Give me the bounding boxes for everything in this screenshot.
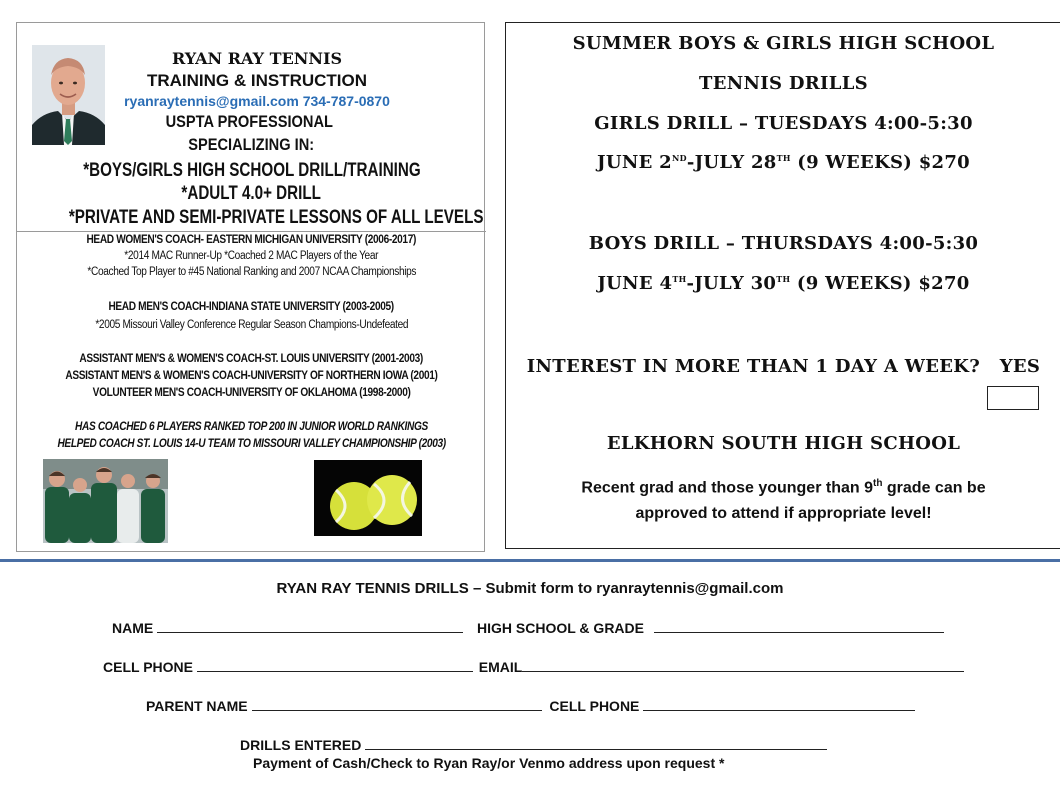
girls-drill-dates: JUNE 2ND-JULY 28TH (9 WEEKS) $270 — [597, 152, 970, 173]
contact-info: ryanraytennis@gmail.com 734-787-0870 — [124, 93, 390, 109]
tennis-balls-image — [314, 460, 422, 536]
drills-subheading: TENNIS DRILLS — [699, 73, 868, 94]
specializing-heading: SPECIALIZING IN: — [188, 135, 314, 154]
parent-cell-label: CELL PHONE — [549, 698, 640, 714]
bio-line: VOLUNTEER MEN'S COACH-UNIVERSITY OF OKLAHOMA (1998-2000) — [92, 387, 411, 399]
bio-line: ASSISTANT MEN'S & WOMEN'S COACH-ST. LOUIS UNIVERSITY (2001-2003) — [79, 353, 424, 365]
drills-row — [240, 736, 827, 753]
spec-item: *ADULT 4.0+ DRILL — [181, 183, 322, 204]
email-label: EMAIL — [478, 659, 523, 675]
school-grade-field[interactable] — [654, 619, 944, 633]
drills-heading: SUMMER BOYS & GIRLS HIGH SCHOOL — [572, 33, 995, 54]
spec-item: *BOYS/GIRLS HIGH SCHOOL DRILL/TRAINING — [82, 160, 421, 181]
bio-line: *Coached Top Player to #45 National Ranking and 2007 NCAA Championships — [87, 266, 416, 278]
section-divider — [17, 231, 486, 232]
name-label: NAME — [112, 620, 154, 636]
boys-drill-schedule: BOYS DRILL – THURSDAYS 4:00-5:30 — [588, 233, 979, 254]
spec-item: *PRIVATE AND SEMI-PRIVATE LESSONS OF ALL LEVELS — [68, 207, 484, 228]
parent-row — [146, 697, 915, 714]
cell-phone-field[interactable] — [197, 658, 473, 672]
school-grade-label: HIGH SCHOOL & GRADE — [477, 620, 644, 636]
drills-info-panel — [505, 22, 1060, 549]
parent-name-field[interactable] — [252, 697, 542, 711]
section-divider-line — [0, 559, 1060, 562]
bio-line: HEAD MEN'S COACH-INDIANA STATE UNIVERSITY (2003-2005) — [108, 301, 395, 313]
name-field[interactable] — [157, 619, 463, 633]
form-header: RYAN RAY TENNIS DRILLS – Submit form to ryanraytennis@gmail.com — [276, 580, 784, 597]
credential: USPTA PROFESSIONAL — [165, 112, 333, 131]
bio-line: *2005 Missouri Valley Conference Regular Season Champions-Undefeated — [95, 319, 408, 331]
coach-portrait-image — [32, 45, 105, 145]
bio-line: HAS COACHED 6 PLAYERS RANKED TOP 200 IN JUNIOR WORLD RANKINGS — [75, 421, 428, 433]
bio-line: HEAD WOMEN'S COACH- EASTERN MICHIGAN UNIVERSITY (2006-2017) — [86, 234, 417, 246]
boys-drill-dates: JUNE 4TH-JULY 30TH (9 WEEKS) $270 — [597, 273, 970, 294]
yes-checkbox[interactable] — [987, 386, 1039, 410]
brand-title: RYAN RAY TENNIS — [171, 49, 343, 68]
bio-line: ASSISTANT MEN'S & WOMEN'S COACH-UNIVERSITY OF NORTHERN IOWA (2001) — [65, 370, 438, 382]
email-field[interactable] — [522, 658, 964, 672]
bio-line: *2014 MAC Runner-Up *Coached 2 MAC Players of the Year — [124, 250, 379, 262]
parent-name-label: PARENT NAME — [146, 698, 248, 714]
team-photo-image — [43, 459, 168, 543]
cell-phone-label: CELL PHONE — [103, 659, 193, 675]
cell-email-row — [103, 658, 964, 675]
interest-question: INTEREST IN MORE THAN 1 DAY A WEEK? YES — [526, 356, 1041, 377]
drills-entered-label: DRILLS ENTERED — [240, 737, 362, 753]
payment-note: Payment of Cash/Check to Ryan Ray/or Venmo address upon request * — [253, 755, 725, 771]
parent-cell-field[interactable] — [643, 697, 915, 711]
drills-entered-field[interactable] — [365, 736, 827, 750]
eligibility-note: Recent grad and those younger than 9th grade can be approved to attend if appropriate level! — [581, 478, 986, 523]
bio-line: HELPED COACH ST. LOUIS 14-U TEAM TO MISSOURI VALLEY CHAMPIONSHIP (2003) — [57, 438, 446, 450]
brand-subtitle: TRAINING & INSTRUCTION — [146, 71, 368, 90]
coach-info-panel — [16, 22, 485, 552]
girls-drill-schedule: GIRLS DRILL – TUESDAYS 4:00-5:30 — [594, 113, 973, 134]
name-row — [112, 619, 944, 636]
school-name: ELKHORN SOUTH HIGH SCHOOL — [606, 433, 961, 454]
